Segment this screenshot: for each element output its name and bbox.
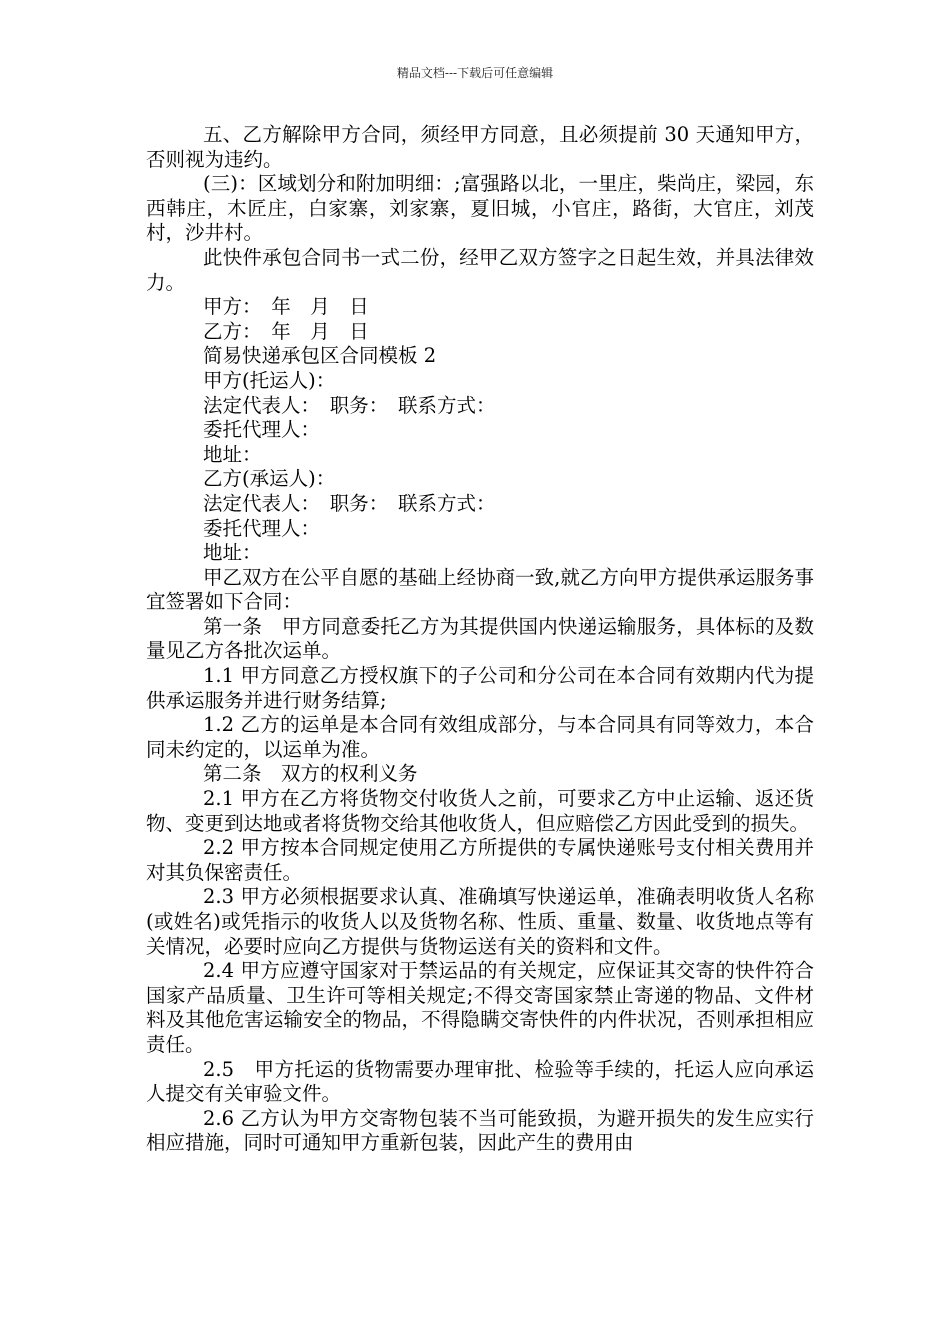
template-title: 简易快递承包区合同模板 2 xyxy=(203,344,437,368)
paragraph-effectiveness: 此快件承包合同书一式二份，经甲乙双方签字之日起生效，并具法律效力。 xyxy=(146,245,814,294)
clause-2-1: 2.1 甲方在乙方将货物交付收货人之前，可要求乙方中止运输、返还货物、变更到达地或者将货物交给其他收货人，但应赔偿乙方因此受到的损失。 xyxy=(146,787,814,835)
clause-2-3: 2.3 甲方必须根据要求认真、准确填写快递运单，准确表明收货人名称(或姓名)或凭指示的收货人以及货物名称、性质、重量、数量、收货地点等有关情况，必要时应向乙方提供与货物运送有关的资料和文件。 xyxy=(146,885,814,958)
party-a-shipper: 甲方(托运人)： xyxy=(203,368,336,392)
signature-party-a: 甲方： 年 月 日 xyxy=(203,295,369,319)
party-a-address: 地址： xyxy=(203,442,262,466)
party-b-agent: 委托代理人： xyxy=(203,516,321,540)
clause-1-2: 1.2 乙方的运单是本合同有效组成部分，与本合同具有同等效力，本合同未约定的，以运单为准。 xyxy=(146,713,814,761)
party-b-legal-representative: 法定代表人： 职务： 联系方式： xyxy=(203,491,496,515)
party-a-agent: 委托代理人： xyxy=(203,418,321,442)
signature-party-b: 乙方： 年 月 日 xyxy=(203,319,369,343)
article-1: 第一条 甲方同意委托乙方为其提供国内快递运输服务，具体标的及数量见乙方各批次运单。 xyxy=(146,614,814,663)
paragraph-preamble: 甲乙双方在公平自愿的基础上经协商一致,就乙方向甲方提供承运服务事宜签署如下合同： xyxy=(146,565,814,614)
clause-2-2: 2.2 甲方按本合同规定使用乙方所提供的专属快递账号支付相关费用并对其负保密责任。 xyxy=(146,836,814,884)
party-b-carrier: 乙方(承运人)： xyxy=(203,467,336,491)
article-2: 第二条 双方的权利义务 xyxy=(203,762,418,786)
document-body xyxy=(146,123,814,1156)
clause-2-4: 2.4 甲方应遵守国家对于禁运品的有关规定，应保证其交寄的快件符合国家产品质量、卫生许可等相关规定;不得交寄国家禁止寄递的物品、文件材料及其他危害运输安全的物品，不得隐瞒交寄快件的内件状况，否则承担相应责任。 xyxy=(146,959,814,1056)
paragraph-region-details: (三)：区域划分和附加明细：;富强路以北，一里庄，柴尚庄，梁园，东西韩庄，木匠庄，白家寨，刘家寨，夏旧城，小官庄，路街，大官庄，刘茂村，沙井村。 xyxy=(146,172,814,245)
clause-1-1: 1.1 甲方同意乙方授权旗下的子公司和分公司在本合同有效期内代为提供承运服务并进行财务结算; xyxy=(146,664,814,712)
clause-2-5: 2.5 甲方托运的货物需要办理审批、检验等手续的，托运人应向承运人提交有关审验文件。 xyxy=(146,1057,814,1106)
page-header: 精品文档---下载后可任意编辑 xyxy=(396,66,554,80)
party-b-address: 地址： xyxy=(203,541,262,565)
paragraph-termination: 五、乙方解除甲方合同，须经甲方同意，且必须提前 30 天通知甲方，否则视为违约。 xyxy=(146,123,814,171)
clause-2-6: 2.6 乙方认为甲方交寄物包装不当可能致损，为避开损失的发生应实行相应措施，同时可通知甲方重新包装，因此产生的费用由 xyxy=(146,1106,814,1155)
party-a-legal-representative: 法定代表人： 职务： 联系方式： xyxy=(203,393,496,417)
